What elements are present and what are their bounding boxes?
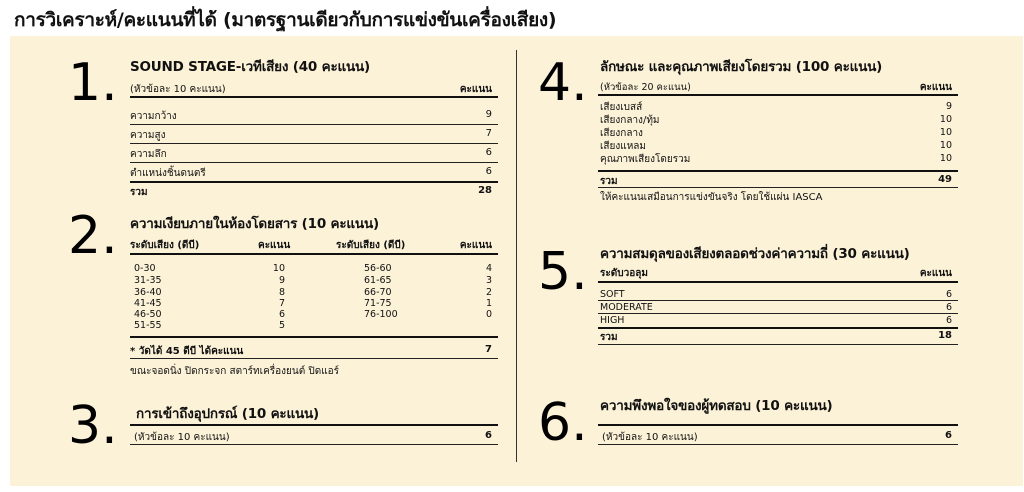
section-note: (หัวข้อละ 10 คะแนน) [134, 432, 230, 443]
section-number: 5. [538, 242, 588, 302]
row-label: เสียงเบสส์ [600, 102, 643, 113]
section-heading: SOUND STAGE-เวทีเสียง (40 คะแนน) [130, 59, 371, 75]
row-rule [130, 124, 498, 125]
db-range: 61-65 [364, 275, 392, 286]
col-header-score: คะแนน [258, 240, 291, 251]
total-value: 49 [938, 174, 952, 185]
db-range: 36-40 [134, 287, 162, 298]
db-score: 9 [278, 275, 285, 286]
score-header: คะแนน [919, 82, 952, 93]
row-rule [598, 300, 958, 301]
header-rule [598, 94, 958, 96]
section-heading: การเข้าถึงอุปกรณ์ (10 คะแนน) [136, 406, 319, 422]
row-value: 6 [485, 147, 492, 158]
row-rule [130, 444, 498, 445]
section-number: 3. [68, 396, 118, 456]
row-rule [130, 162, 498, 163]
db-score: 0 [485, 309, 492, 320]
total-value: 18 [938, 330, 952, 341]
total-rule [130, 181, 498, 183]
section-number: 6. [538, 393, 588, 453]
row-value: 7 [485, 128, 492, 139]
row-label: ความกว้าง [130, 111, 177, 122]
score-header: คะแนน [919, 268, 952, 279]
measured-label: * วัดได้ 45 ดีบี ได้คะแนน [130, 346, 244, 357]
col-header-volume: ระดับวอลุม [600, 268, 648, 279]
row-label: ความลึก [130, 149, 167, 160]
db-range: 71-75 [364, 298, 392, 309]
db-score: 7 [278, 298, 285, 309]
row-value: 6 [945, 289, 952, 300]
col-header-db: ระดับเสียง (ดีบี) [130, 240, 200, 251]
header-rule [130, 424, 498, 426]
section-number: 2. [68, 206, 118, 266]
db-score: 2 [485, 287, 492, 298]
section-value: 6 [485, 430, 492, 441]
section-number: 1. [68, 53, 118, 113]
section-heading: ความพึงพอใจของผู้ทดสอบ (10 คะแนน) [600, 398, 833, 414]
row-rule [130, 358, 498, 359]
db-score: 8 [278, 287, 285, 298]
measurement-note: ขณะจอดนิ่ง ปิดกระจก สตาร์ทเครื่องยนต์ ปิดแอร์ [130, 366, 340, 377]
total-label: รวม [600, 176, 618, 187]
section-note: (หัวข้อละ 10 คะแนน) [602, 432, 698, 443]
db-range: 56-60 [364, 263, 392, 274]
row-value: 10 [939, 127, 952, 138]
db-score: 3 [485, 275, 492, 286]
db-score: 5 [278, 320, 285, 331]
column-divider [516, 50, 517, 462]
db-range: 51-55 [134, 320, 162, 331]
section-footnote: ให้คะแนนเสมือนการแข่งขันจริง โดยใช้แผ่น IASCA [600, 192, 823, 203]
row-value: 10 [939, 114, 952, 125]
col-header-db-2: ระดับเสียง (ดีบี) [336, 240, 406, 251]
db-score: 10 [272, 263, 285, 274]
section-number: 4. [538, 53, 588, 113]
page-title: การวิเคราะห์/คะแนนที่ได้ (มาตรฐานเดียวกับการแข่งขันเครื่องเสียง) [14, 9, 557, 31]
db-range: 46-50 [134, 309, 162, 320]
row-rule [598, 344, 958, 345]
header-rule [130, 96, 498, 98]
row-label: HIGH [600, 315, 625, 326]
row-value: 10 [939, 140, 952, 151]
db-range: 76-100 [364, 309, 398, 320]
row-value: 9 [485, 109, 492, 120]
section-value: 6 [945, 430, 952, 441]
row-label: SOFT [600, 289, 625, 300]
row-value: 9 [945, 101, 952, 112]
db-score: 4 [485, 263, 492, 274]
total-rule [598, 170, 958, 172]
row-rule [598, 313, 958, 314]
col-header-score-2: คะแนน [459, 240, 492, 251]
section-heading: ความสมดุลของเสียงตลอดช่วงค่าความถี่ (30 คะแนน) [600, 246, 910, 262]
section-note: (หัวข้อละ 10 คะแนน) [130, 84, 226, 95]
section-note: (หัวข้อละ 20 คะแนน) [600, 82, 691, 93]
score-header: คะแนน [459, 84, 492, 95]
row-value: 6 [945, 302, 952, 313]
row-label: เสียงกลาง [600, 128, 643, 139]
section-heading: ลักษณะ และคุณภาพเสียงโดยรวม (100 คะแนน) [600, 59, 883, 75]
db-range: 41-45 [134, 298, 162, 309]
total-value: 28 [478, 185, 492, 196]
row-label: เสียงแหลม [600, 141, 647, 152]
header-rule [598, 281, 958, 283]
db-score: 6 [278, 309, 285, 320]
total-label: รวม [130, 187, 148, 198]
total-rule [598, 327, 958, 329]
row-rule [598, 444, 958, 445]
section-heading: ความเงียบภายในห้องโดยสาร (10 คะแนน) [130, 216, 379, 232]
row-value: 6 [945, 315, 952, 326]
row-label: คุณภาพเสียงโดยรวม [600, 154, 691, 165]
total-rule [130, 336, 498, 338]
row-label: ตำแหน่งชิ้นดนตรี [130, 168, 206, 179]
row-label: เสียงกลาง/ทุ้ม [600, 115, 660, 126]
row-value: 6 [485, 166, 492, 177]
db-score: 1 [485, 298, 492, 309]
total-label: รวม [600, 332, 618, 343]
row-rule [130, 143, 498, 144]
row-rule [598, 187, 958, 188]
row-value: 10 [939, 153, 952, 164]
db-range: 0-30 [134, 263, 156, 274]
row-label: MODERATE [600, 302, 653, 313]
header-rule [598, 424, 958, 426]
db-range: 66-70 [364, 287, 392, 298]
measured-value: 7 [485, 344, 492, 355]
db-range: 31-35 [134, 275, 162, 286]
row-label: ความสูง [130, 130, 166, 141]
header-rule [130, 253, 498, 255]
